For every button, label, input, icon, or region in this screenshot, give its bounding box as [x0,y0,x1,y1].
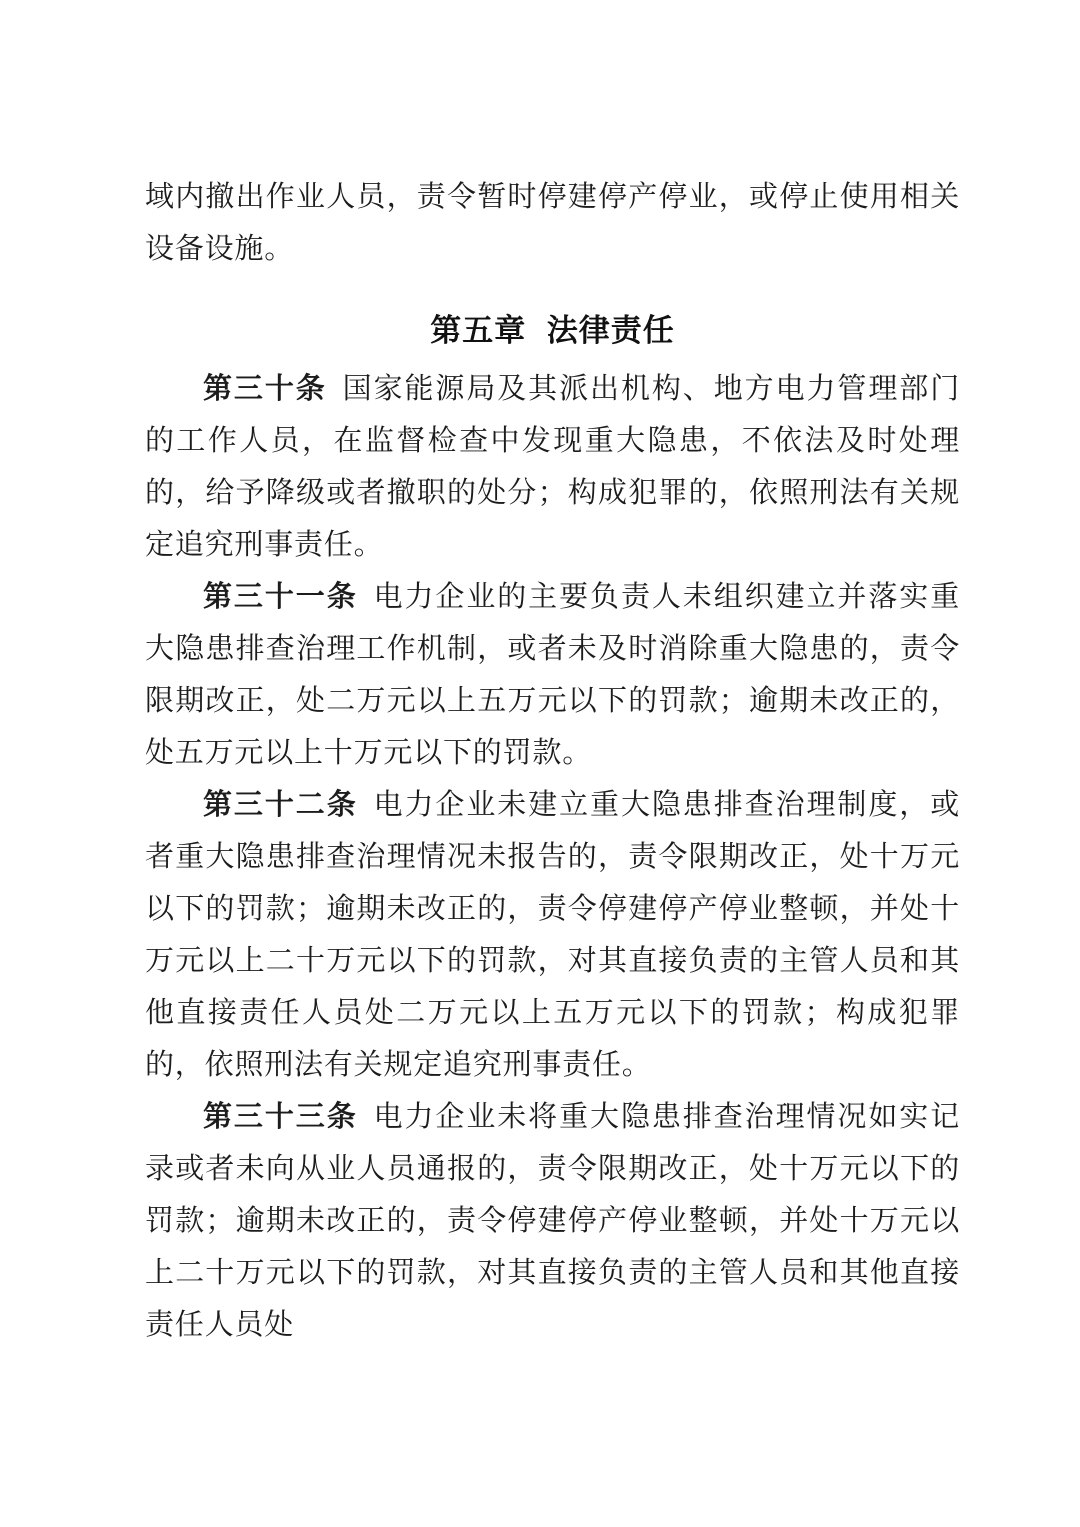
article-33-number: 第三十三条 [203,1101,358,1133]
article-30-text: 国家能源局及其派出机构、地方电力管理部门的工作人员，在监督检查中发现重大隐患，不依法及时处理的，给予降级或者撤职的处分；构成犯罪的，依照刑法有关规定追究刑事责任。 [145,373,960,561]
article-33-text: 电力企业未将重大隐患排查治理情况如实记录或者未向从业人员通报的，责令限期改正，处十万元以下的罚款；逾期未改正的，责令停建停产停业整顿，并处十万元以上二十万元以下的罚款，对其直接负责的主管人员和其他直接责任人员处 [145,1101,960,1341]
continuation-paragraph: 域内撤出作业人员，责令暂时停建停产停业，或停止使用相关设备设施。 [145,181,960,265]
article-32-number: 第三十二条 [203,789,358,821]
article-31-number: 第三十一条 [203,581,358,613]
article-30-paragraph [145,363,960,571]
article-31-paragraph [145,571,960,779]
article-31-text: 电力企业的主要负责人未组织建立并落实重大隐患排查治理工作机制，或者未及时消除重大隐患的，责令限期改正，处二万元以上五万元以下的罚款；逾期未改正的，处五万元以上十万元以下的罚款。 [145,581,960,769]
article-32-paragraph [145,779,960,1091]
article-33-paragraph [145,1091,960,1351]
chapter-heading: 第五章 法律责任 [430,313,675,348]
article-30-number: 第三十条 [203,373,327,405]
article-32-text: 电力企业未建立重大隐患排查治理制度，或者重大隐患排查治理情况未报告的，责令限期改正，处十万元以下的罚款；逾期未改正的，责令停建停产停业整顿，并处十万元以上二十万元以下的罚款，对其直接负责的主管人员和其他直接责任人员处二万元以上五万元以下的罚款；构成犯罪的，依照刑法有关规定追究刑事责任。 [145,789,960,1081]
